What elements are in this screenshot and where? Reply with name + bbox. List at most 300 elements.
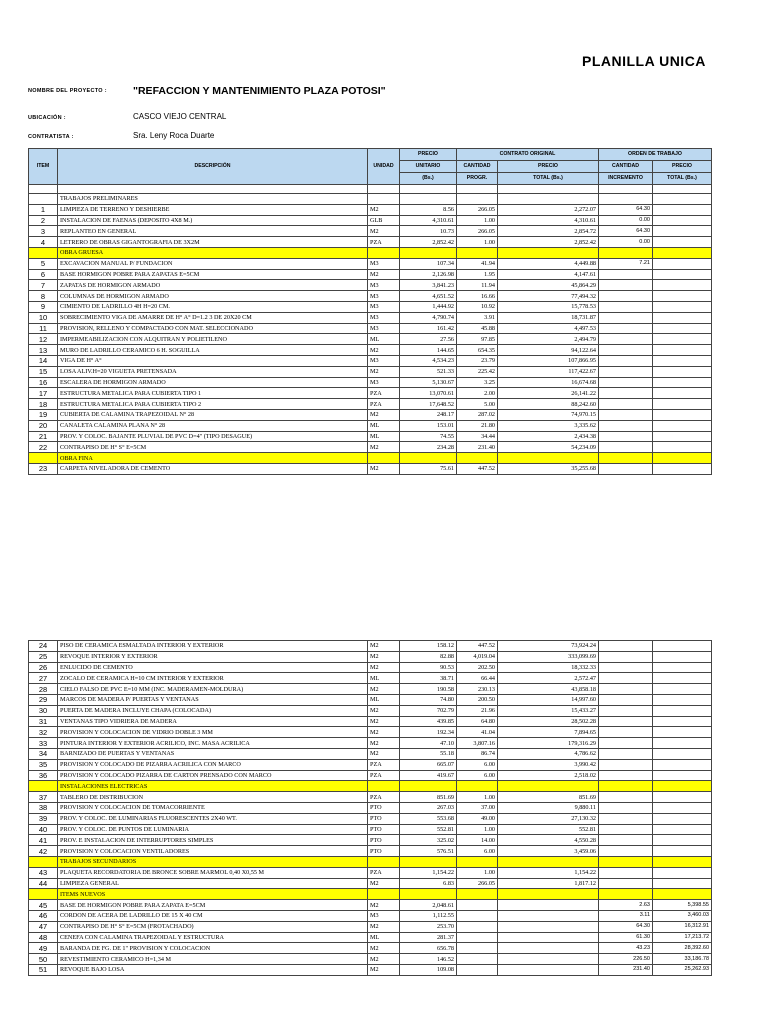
item-number: 51 (29, 964, 58, 975)
total-price: 851.69 (498, 792, 599, 803)
item-unit: ML (368, 334, 400, 345)
total-price: 107,866.95 (498, 355, 599, 366)
empty-cell (498, 889, 599, 900)
empty-cell (653, 453, 712, 464)
item-unit: M2 (368, 878, 400, 889)
header-contract-group: CONTRATO ORIGINAL (457, 149, 599, 161)
planned-quantity (457, 954, 498, 965)
item-description: CANALETA CALAMINA PLANA N° 28 (58, 420, 368, 431)
item-description: PROVISION Y COLOCACION DE TOMACORRIENTE (58, 802, 368, 813)
planned-quantity: 287.02 (457, 409, 498, 420)
location-label: UBICACIÓN : (28, 115, 66, 121)
increment-total (653, 323, 712, 334)
item-unit: PTO (368, 824, 400, 835)
increment-total (653, 738, 712, 749)
header-inc-qty-bottom: INCREMENTO (599, 173, 653, 185)
increment-quantity (599, 878, 653, 889)
item-description: LIMPIEZA DE TERRENO Y DESHIERBE (58, 204, 368, 215)
item-unit: ML (368, 673, 400, 684)
item-description: MURO DE LADRILLO CERAMICO 6 H. SOGUILLA (58, 345, 368, 356)
empty-cell (368, 889, 400, 900)
item-number: 44 (29, 878, 58, 889)
empty-cell (58, 185, 368, 194)
item-description: REVOQUE INTERIOR Y EXTERIOR (58, 651, 368, 662)
total-price: 73,924.24 (498, 641, 599, 652)
item-description: REVESTIMIENTO CERAMICO H=1,34 M (58, 954, 368, 965)
item-unit: PZA (368, 399, 400, 410)
empty-cell (599, 185, 653, 194)
item-description: CONTRAPISO DE H° S° E=5CM (FROTACHADO) (58, 921, 368, 932)
item-description: PUERTA DE MADERA INCLUYE CHAPA (COLOCADA) (58, 705, 368, 716)
increment-total: 28,392.60 (653, 943, 712, 954)
unit-price: 656.78 (400, 943, 457, 954)
increment-quantity (599, 748, 653, 759)
item-number (29, 453, 58, 464)
unit-price: 2,126.98 (400, 269, 457, 280)
total-price (498, 943, 599, 954)
increment-total (653, 312, 712, 323)
item-description: CONTRAPISO DE H° S° E=5CM (58, 442, 368, 453)
unit-price: 2,852.42 (400, 237, 457, 248)
item-unit: PZA (368, 237, 400, 248)
unit-price: 17,648.52 (400, 399, 457, 410)
empty-cell (498, 781, 599, 792)
total-price: 18,731.87 (498, 312, 599, 323)
item-number: 50 (29, 954, 58, 965)
increment-total (653, 291, 712, 302)
unit-price: 267.03 (400, 802, 457, 813)
table-row (29, 269, 712, 280)
unit-price: 325.02 (400, 835, 457, 846)
increment-quantity (599, 442, 653, 453)
item-description: TABLERO DE DISTRIBUCION (58, 792, 368, 803)
planned-quantity: 200.50 (457, 694, 498, 705)
total-price: 45,864.29 (498, 280, 599, 291)
unit-price: 702.79 (400, 705, 457, 716)
planned-quantity: 49.00 (457, 813, 498, 824)
unit-price: 665.07 (400, 759, 457, 770)
increment-quantity: 7.21 (599, 258, 653, 269)
unit-price: 851.69 (400, 792, 457, 803)
planned-quantity: 45.88 (457, 323, 498, 334)
item-unit: M2 (368, 684, 400, 695)
item-number: 26 (29, 662, 58, 673)
increment-total (653, 388, 712, 399)
table-row (29, 759, 712, 770)
planned-quantity: 11.94 (457, 280, 498, 291)
unit-price: 419.67 (400, 770, 457, 781)
increment-total: 16,312.91 (653, 921, 712, 932)
unit-price: 47.10 (400, 738, 457, 749)
item-unit: M3 (368, 258, 400, 269)
table-row (29, 748, 712, 759)
empty-cell (498, 453, 599, 464)
item-unit: ML (368, 431, 400, 442)
empty-cell (653, 781, 712, 792)
unit-price: 281.37 (400, 932, 457, 943)
total-price (498, 954, 599, 965)
increment-total (653, 662, 712, 673)
increment-quantity (599, 684, 653, 695)
item-description: CUBIERTA DE CALAMINA TRAPEZOIDAL N° 28 (58, 409, 368, 420)
item-unit: M2 (368, 269, 400, 280)
item-unit: ML (368, 420, 400, 431)
item-number: 24 (29, 641, 58, 652)
item-unit: M2 (368, 943, 400, 954)
table-row (29, 738, 712, 749)
increment-quantity (599, 399, 653, 410)
contractor-label: CONTRATISTA : (28, 134, 74, 140)
table-row (29, 792, 712, 803)
unit-price: 1,154.22 (400, 867, 457, 878)
item-description: IMPERMEABILIZACION CON ALQUITRAN Y POLIETILENO (58, 334, 368, 345)
unit-price: 13,070.61 (400, 388, 457, 399)
empty-cell (498, 185, 599, 194)
total-price: 2,494.79 (498, 334, 599, 345)
increment-total: 25,262.93 (653, 964, 712, 975)
item-number: 5 (29, 258, 58, 269)
item-unit: M2 (368, 738, 400, 749)
total-price: 7,894.65 (498, 727, 599, 738)
item-number: 48 (29, 932, 58, 943)
increment-total (653, 345, 712, 356)
item-number: 31 (29, 716, 58, 727)
unit-price: 161.42 (400, 323, 457, 334)
item-number: 37 (29, 792, 58, 803)
planned-quantity: 654.35 (457, 345, 498, 356)
header-order-group: ORDEN DE TRABAJO (599, 149, 712, 161)
table-row (29, 345, 712, 356)
table-row (29, 684, 712, 695)
item-number: 6 (29, 269, 58, 280)
item-description: CIMIENTO DE LADRILLO 4H H=20 CM. (58, 301, 368, 312)
empty-cell (498, 194, 599, 205)
planned-quantity (457, 932, 498, 943)
item-unit: M3 (368, 291, 400, 302)
item-description: PROV. E INSTALACION DE INTERRUPTORES SIMPLES (58, 835, 368, 846)
planned-quantity: 266.05 (457, 204, 498, 215)
header-unit: UNIDAD (368, 149, 400, 185)
item-number: 20 (29, 420, 58, 431)
item-unit: M3 (368, 355, 400, 366)
item-description: SOBRECIMIENTO VIGA DE AMARRE DE H° A° D=1.2 3 DE 20X20 CM (58, 312, 368, 323)
item-unit: M2 (368, 964, 400, 975)
increment-quantity (599, 355, 653, 366)
increment-quantity (599, 673, 653, 684)
table-row (29, 237, 712, 248)
planned-quantity: 4,019.04 (457, 651, 498, 662)
table-row (29, 226, 712, 237)
planned-quantity (457, 943, 498, 954)
increment-total (653, 280, 712, 291)
item-unit: GLB (368, 215, 400, 226)
unit-price: 439.85 (400, 716, 457, 727)
item-number: 40 (29, 824, 58, 835)
total-price: 333,099.69 (498, 651, 599, 662)
empty-cell (29, 185, 58, 194)
item-number: 3 (29, 226, 58, 237)
planned-quantity: 1.00 (457, 824, 498, 835)
table-row (29, 878, 712, 889)
total-price: 88,242.60 (498, 399, 599, 410)
increment-total (653, 694, 712, 705)
item-description: LIMPIEZA GENERAL (58, 878, 368, 889)
table-row (29, 388, 712, 399)
unit-price: 55.18 (400, 748, 457, 759)
unit-price: 10.73 (400, 226, 457, 237)
increment-quantity (599, 323, 653, 334)
item-unit: M2 (368, 921, 400, 932)
empty-cell (400, 453, 457, 464)
planned-quantity: 23.79 (457, 355, 498, 366)
item-description: REVOQUE BAJO LOSA (58, 964, 368, 975)
item-description: CENEFA CON CALAMINA TRAPEZOIDAL Y ESTRUCTURA (58, 932, 368, 943)
increment-total (653, 759, 712, 770)
item-unit: M2 (368, 900, 400, 911)
increment-total (653, 813, 712, 824)
unit-price: 576.51 (400, 846, 457, 857)
budget-table-page-2 (28, 640, 712, 976)
unit-price: 553.68 (400, 813, 457, 824)
empty-cell (653, 856, 712, 867)
increment-total (653, 366, 712, 377)
table-row (29, 355, 712, 366)
item-number: 12 (29, 334, 58, 345)
item-number: 49 (29, 943, 58, 954)
table-row (29, 716, 712, 727)
increment-quantity (599, 280, 653, 291)
contractor-value: Sra. Leny Roca Duarte (133, 131, 215, 140)
budget-table-page-1 (28, 148, 712, 475)
table-row (29, 770, 712, 781)
item-description: CORDON DE ACERA DE LADRILLO DE 15 X 40 CM (58, 910, 368, 921)
empty-cell (400, 194, 457, 205)
table-row (29, 291, 712, 302)
empty-cell (599, 194, 653, 205)
total-price: 4,147.61 (498, 269, 599, 280)
increment-quantity (599, 463, 653, 474)
unit-price: 158.12 (400, 641, 457, 652)
header-price-top: PRECIO (400, 149, 457, 161)
increment-quantity (599, 846, 653, 857)
empty-cell (368, 856, 400, 867)
total-price: 43,858.18 (498, 684, 599, 695)
increment-total (653, 237, 712, 248)
table-row (29, 921, 712, 932)
increment-total (653, 215, 712, 226)
total-price: 2,572.47 (498, 673, 599, 684)
item-number: 7 (29, 280, 58, 291)
unit-price: 3,841.23 (400, 280, 457, 291)
total-price: 117,422.67 (498, 366, 599, 377)
project-name: "REFACCION Y MANTENIMIENTO PLAZA POTOSI" (133, 85, 386, 97)
item-unit: M3 (368, 312, 400, 323)
item-description: LOSA ALIV.H=20 VIGUETA PRETENSADA (58, 366, 368, 377)
item-description: ZOCALO DE CERAMICA H=10 CM INTERIOR Y EXTERIOR (58, 673, 368, 684)
table-row (29, 312, 712, 323)
increment-total (653, 770, 712, 781)
planned-quantity: 1.00 (457, 215, 498, 226)
increment-total (653, 716, 712, 727)
table-row (29, 399, 712, 410)
unit-price: 253.70 (400, 921, 457, 932)
total-price: 179,316.29 (498, 738, 599, 749)
planned-quantity: 34.44 (457, 431, 498, 442)
item-number (29, 194, 58, 205)
item-number: 34 (29, 748, 58, 759)
increment-quantity: 0.00 (599, 237, 653, 248)
increment-total (653, 463, 712, 474)
item-unit: M2 (368, 442, 400, 453)
increment-quantity: 64.30 (599, 226, 653, 237)
item-number: 35 (29, 759, 58, 770)
empty-cell (599, 856, 653, 867)
item-number: 9 (29, 301, 58, 312)
item-number: 16 (29, 377, 58, 388)
item-unit: ML (368, 932, 400, 943)
unit-price: 8.56 (400, 204, 457, 215)
total-price: 77,494.32 (498, 291, 599, 302)
total-price (498, 910, 599, 921)
unit-price: 552.81 (400, 824, 457, 835)
section-title: TRABAJOS SECUNDARIOS (58, 856, 368, 867)
item-number: 8 (29, 291, 58, 302)
item-description: REPLANTEO EN GENERAL (58, 226, 368, 237)
item-number (29, 247, 58, 258)
item-number: 30 (29, 705, 58, 716)
item-description: PROV. Y COLOC. DE PUNTOS DE LUMINARIA (58, 824, 368, 835)
planned-quantity: 16.66 (457, 291, 498, 302)
item-unit: M2 (368, 463, 400, 474)
table-row (29, 802, 712, 813)
increment-quantity (599, 716, 653, 727)
increment-total (653, 684, 712, 695)
total-price: 4,786.62 (498, 748, 599, 759)
planned-quantity: 21.80 (457, 420, 498, 431)
table-row (29, 694, 712, 705)
total-price: 1,817.12 (498, 878, 599, 889)
item-unit: PZA (368, 792, 400, 803)
item-number: 29 (29, 694, 58, 705)
item-unit: PZA (368, 759, 400, 770)
increment-quantity: 64.30 (599, 921, 653, 932)
table-row (29, 824, 712, 835)
increment-quantity: 64.30 (599, 204, 653, 215)
increment-quantity (599, 727, 653, 738)
empty-cell (653, 185, 712, 194)
unit-price: 74.55 (400, 431, 457, 442)
item-number: 25 (29, 651, 58, 662)
table-row (29, 463, 712, 474)
header-total-bottom: TOTAL (Bs.) (498, 173, 599, 185)
increment-total (653, 334, 712, 345)
item-description: BASE DE HORMIGON POBRE PARA ZAPATA E=5CM (58, 900, 368, 911)
increment-total (653, 878, 712, 889)
total-price (498, 932, 599, 943)
planned-quantity: 10.92 (457, 301, 498, 312)
item-number: 21 (29, 431, 58, 442)
increment-quantity (599, 420, 653, 431)
section-title: OBRA FINA (58, 453, 368, 464)
increment-total (653, 802, 712, 813)
unit-price: 144.65 (400, 345, 457, 356)
planned-quantity: 2.00 (457, 388, 498, 399)
section-row (29, 781, 712, 792)
unit-price: 4,310.61 (400, 215, 457, 226)
increment-total (653, 846, 712, 857)
empty-cell (400, 856, 457, 867)
empty-cell (653, 889, 712, 900)
empty-cell (400, 781, 457, 792)
total-price: 18,332.33 (498, 662, 599, 673)
planned-quantity: 21.96 (457, 705, 498, 716)
item-description: VIGA DE H° A° (58, 355, 368, 366)
unit-price: 2,048.61 (400, 900, 457, 911)
item-number: 47 (29, 921, 58, 932)
unit-price: 146.52 (400, 954, 457, 965)
item-description: PROVISION, RELLENO Y COMPACTADO CON MAT. SELECCIONADO (58, 323, 368, 334)
increment-total (653, 355, 712, 366)
total-price: 74,970.15 (498, 409, 599, 420)
empty-cell (457, 194, 498, 205)
increment-total (653, 204, 712, 215)
planned-quantity: 230.13 (457, 684, 498, 695)
total-price (498, 900, 599, 911)
increment-quantity (599, 345, 653, 356)
total-price: 16,674.68 (498, 377, 599, 388)
section-row (29, 889, 712, 900)
planned-quantity: 447.52 (457, 463, 498, 474)
planned-quantity: 231.40 (457, 442, 498, 453)
unit-price: 4,790.74 (400, 312, 457, 323)
item-description: COLUMNAS DE HORMIGON ARMADO (58, 291, 368, 302)
header-qty-bottom: PROGR. (457, 173, 498, 185)
increment-quantity: 43.23 (599, 943, 653, 954)
table-row (29, 943, 712, 954)
item-number: 15 (29, 366, 58, 377)
planned-quantity (457, 900, 498, 911)
empty-cell (368, 453, 400, 464)
item-number: 42 (29, 846, 58, 857)
unit-price: 6.83 (400, 878, 457, 889)
item-number (29, 889, 58, 900)
increment-quantity: 231.40 (599, 964, 653, 975)
planned-quantity: 64.80 (457, 716, 498, 727)
item-unit: M3 (368, 377, 400, 388)
item-number: 32 (29, 727, 58, 738)
empty-cell (599, 247, 653, 258)
empty-cell (457, 185, 498, 194)
total-price: 27,130.32 (498, 813, 599, 824)
item-number: 45 (29, 900, 58, 911)
section-row (29, 453, 712, 464)
header-inc-total-top: PRECIO (653, 161, 712, 173)
item-unit: M2 (368, 716, 400, 727)
empty-cell (653, 194, 712, 205)
unit-price: 75.61 (400, 463, 457, 474)
increment-total (653, 835, 712, 846)
item-unit: M2 (368, 954, 400, 965)
item-unit: M3 (368, 301, 400, 312)
total-price: 3,459.06 (498, 846, 599, 857)
item-unit: M2 (368, 651, 400, 662)
unit-price: 4,534.23 (400, 355, 457, 366)
table-row (29, 835, 712, 846)
item-description: BARNIZADO DE PUERTAS Y VENTANAS (58, 748, 368, 759)
total-price: 4,310.61 (498, 215, 599, 226)
total-price: 4,497.53 (498, 323, 599, 334)
increment-quantity: 2.63 (599, 900, 653, 911)
